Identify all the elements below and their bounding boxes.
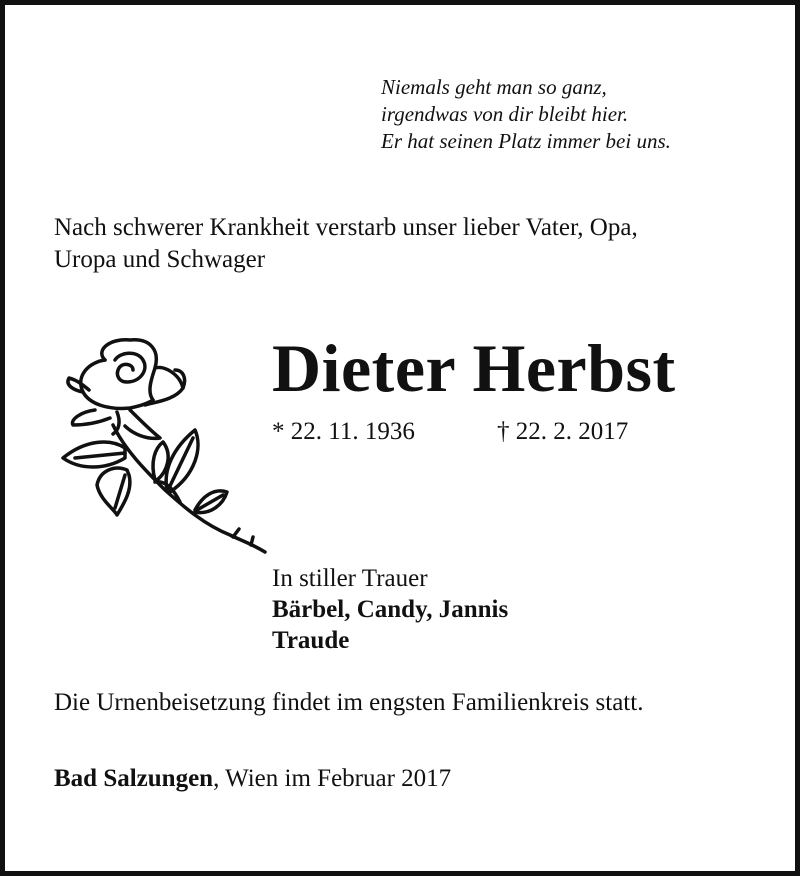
place-city: Bad Salzungen <box>54 765 214 792</box>
announcement-text <box>54 212 754 276</box>
burial-notice: Die Urnenbeisetzung findet im engsten Familienkreis statt. <box>54 689 644 716</box>
mourning-intro: In stiller Trauer <box>272 565 428 592</box>
announcement-line: Uropa und Schwager <box>54 246 266 273</box>
deceased-name: Dieter Herbst <box>272 330 676 406</box>
mourner-names: Traude <box>272 627 350 654</box>
place-and-date <box>54 765 451 793</box>
verse-line: Niemals geht man so ganz, <box>381 75 607 99</box>
birth-date: * 22. 11. 1936 <box>272 418 415 445</box>
announcement-line: Nach schwerer Krankheit verstarb unser lieber Vater, Opa, <box>54 214 638 241</box>
verse-line: irgendwas von dir bleibt hier. <box>381 102 629 126</box>
memorial-verse <box>381 74 671 155</box>
rose-icon <box>55 330 270 560</box>
death-date: † 22. 2. 2017 <box>497 418 629 445</box>
verse-line: Er hat seinen Platz immer bei uns. <box>381 129 671 153</box>
mourners-block <box>272 563 508 656</box>
place-date: , Wien im Februar 2017 <box>213 765 452 792</box>
mourner-names: Bärbel, Candy, Jannis <box>272 596 509 623</box>
